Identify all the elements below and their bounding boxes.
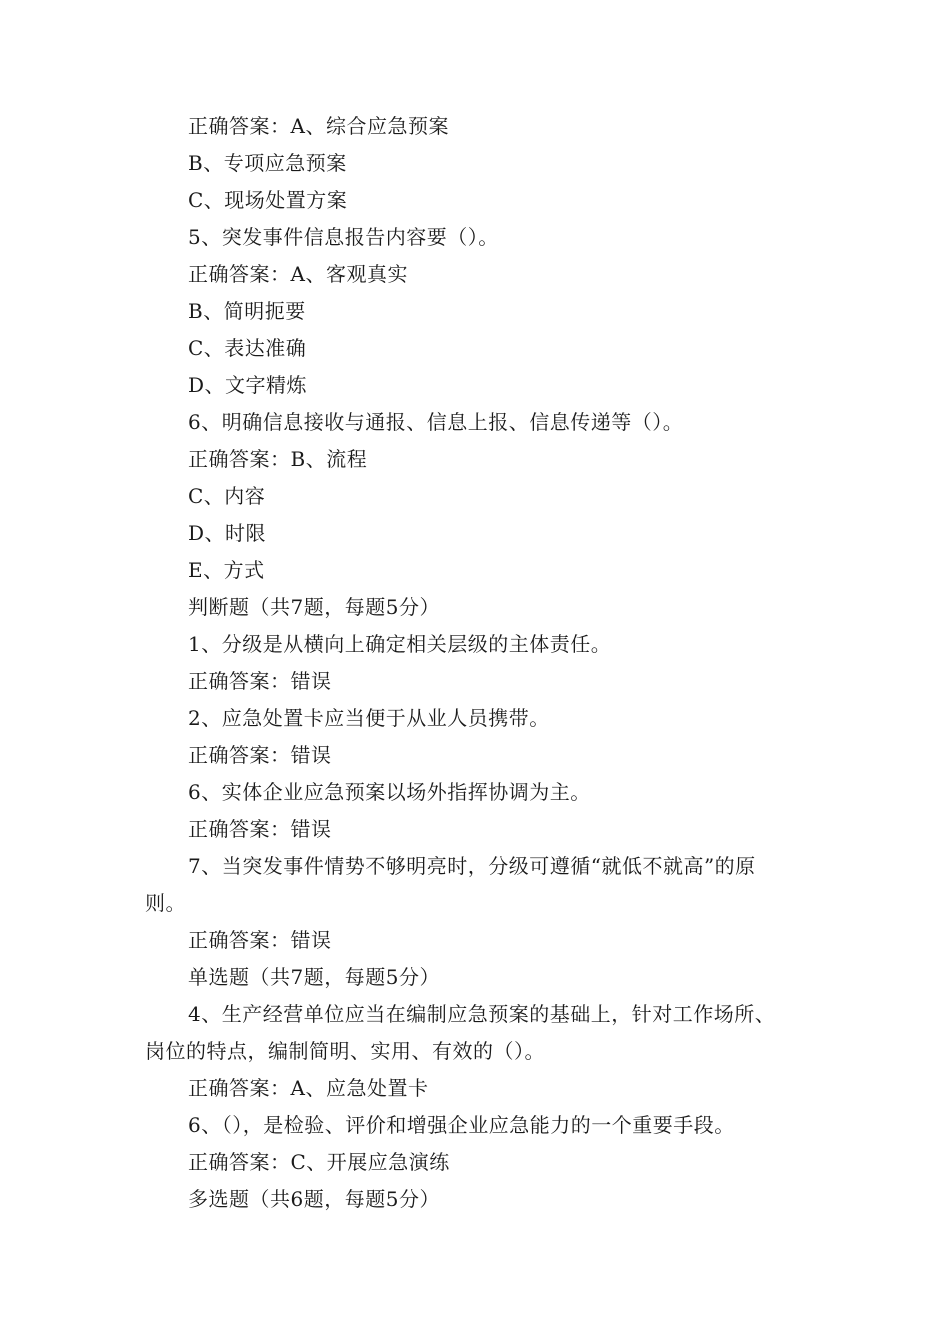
option-line: B、简明扼要: [188, 299, 306, 323]
answer-line: 正确答案：C、开展应急演练: [188, 1150, 450, 1174]
section-heading: 判断题（共7题，每题5分）: [188, 595, 440, 619]
answer-line: 正确答案：A、客观真实: [188, 262, 408, 286]
answer-line: 正确答案：B、流程: [188, 447, 368, 471]
option-line: D、时限: [188, 521, 267, 545]
option-line: D、文字精炼: [188, 373, 308, 397]
option-line: C、表达准确: [188, 336, 307, 360]
question-line-continued: 则。: [145, 891, 186, 915]
question-line: 6、（），是检验、评价和增强企业应急能力的一个重要手段。: [188, 1113, 735, 1137]
answer-line: 正确答案：错误: [188, 928, 332, 952]
question-line: 5、突发事件信息报告内容要（）。: [188, 225, 499, 249]
option-line: B、专项应急预案: [188, 151, 347, 175]
question-line: 6、明确信息接收与通报、信息上报、信息传递等（）。: [188, 410, 684, 434]
answer-line: 正确答案：A、应急处置卡: [188, 1076, 429, 1100]
section-heading: 单选题（共7题，每题5分）: [188, 965, 440, 989]
answer-line: 正确答案：错误: [188, 743, 332, 767]
answer-line: 正确答案：A、综合应急预案: [188, 114, 449, 138]
question-line: 4、生产经营单位应当在编制应急预案的基础上，针对工作场所、: [188, 1002, 776, 1026]
question-line-continued: 岗位的特点，编制简明、实用、有效的（）。: [145, 1039, 545, 1063]
question-line: 1、分级是从横向上确定相关层级的主体责任。: [188, 632, 612, 656]
question-line: 2、应急处置卡应当便于从业人员携带。: [188, 706, 550, 730]
question-line: 6、实体企业应急预案以场外指挥协调为主。: [188, 780, 591, 804]
option-line: C、内容: [188, 484, 266, 508]
answer-line: 正确答案：错误: [188, 669, 332, 693]
option-line: C、现场处置方案: [188, 188, 348, 212]
answer-line: 正确答案：错误: [188, 817, 332, 841]
question-line: 7、当突发事件情势不够明亮时，分级可遵循“就低不就高”的原: [188, 854, 756, 878]
option-line: E、方式: [188, 558, 265, 582]
section-heading: 多选题（共6题，每题5分）: [188, 1187, 440, 1211]
